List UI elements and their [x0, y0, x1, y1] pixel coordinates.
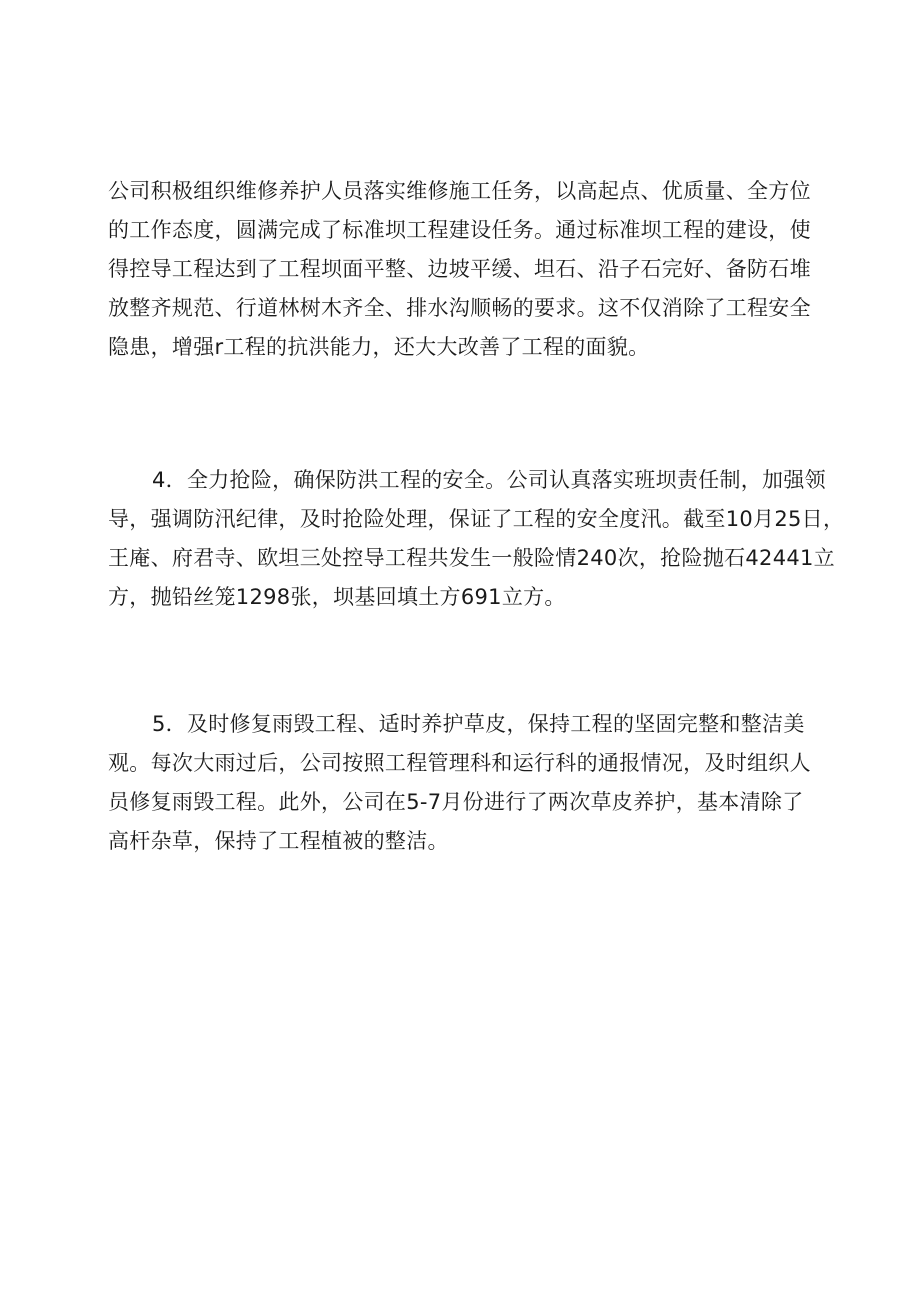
text-line: 员修复雨毁工程。此外，公司在5-7月份进行了两次草皮养护，基本清除了	[108, 790, 804, 814]
text-line: 的工作态度，圆满完成了标准坝工程建设任务。通过标准坝工程的建设，使	[108, 218, 811, 242]
text-line: 方，抛铅丝笼1298张，坝基回填土方691立方。	[108, 585, 566, 609]
text-line: 隐患，增强r工程的抗洪能力，还大大改善了工程的面貌。	[108, 335, 650, 359]
text-line: 5．及时修复雨毁工程、适时养护草皮，保持工程的坚固完整和整洁美	[152, 712, 805, 736]
paragraph-flood-emergency-rescue	[108, 461, 848, 617]
text-line: 高杆杂草，保持了工程植被的整洁。	[108, 829, 449, 853]
paragraph-standard-dam-construction	[108, 172, 848, 367]
text-line: 得控导工程达到了工程坝面平整、边坡平缓、坦石、沿子石完好、备防石堆	[108, 257, 811, 281]
text-line: 公司积极组织维修养护人员落实维修施工任务，以高起点、优质量、全方位	[108, 179, 811, 203]
text-line: 观。每次大雨过后，公司按照工程管理科和运行科的通报情况，及时组织人	[108, 751, 811, 775]
text-line: 王庵、府君寺、欧坦三处控导工程共发生一般险情240次，抢险抛石42441立	[108, 546, 835, 570]
text-line: 放整齐规范、行道林树木齐全、排水沟顺畅的要求。这不仅消除了工程安全	[108, 296, 811, 320]
text-line: 4．全力抢险，确保防洪工程的安全。公司认真落实班坝责任制，加强领	[152, 468, 826, 492]
text-line: 导，强调防汛纪律，及时抢险处理，保证了工程的安全度汛。截至10月25日，	[108, 507, 845, 531]
paragraph-rain-damage-repair	[108, 705, 848, 861]
